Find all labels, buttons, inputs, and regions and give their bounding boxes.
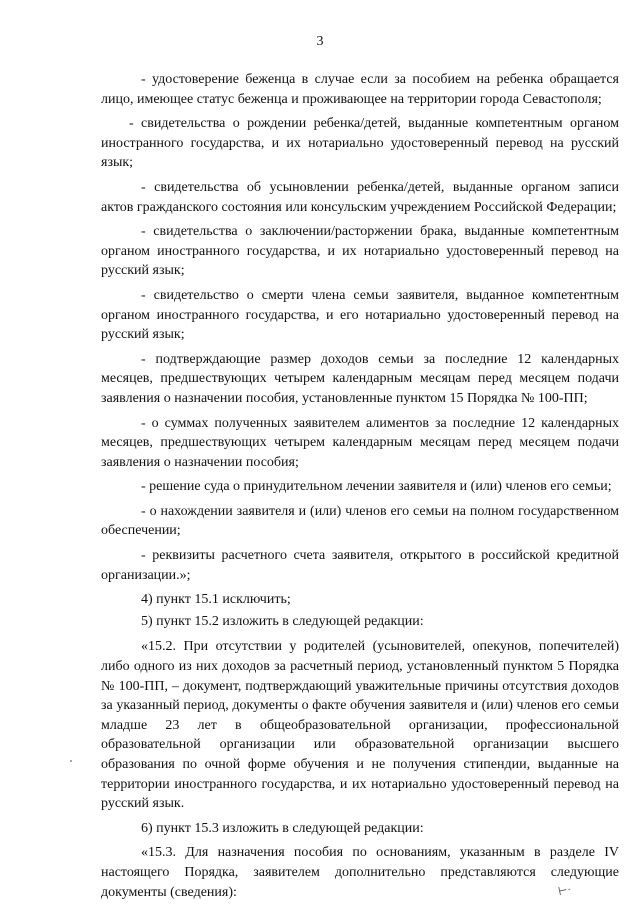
- paragraph-refugee-certificate: - удостоверение беженца в случае если за пособием на ребенка обращается лицо, имеющее статус беженца и проживающее на территории города Севастополя;: [101, 72, 619, 107]
- paragraph-state-support: - о нахождении заявителя и (или) членов его семьи на полном государственном обеспечении;: [101, 503, 619, 539]
- scan-speck: [70, 760, 72, 762]
- paragraph-item-5: 5) пункт 15.2 изложить в следующей редакции:: [141, 613, 424, 629]
- paragraph-court-decision: - решение суда о принудительном лечении заявителя и (или) членов его семьи;: [141, 479, 612, 495]
- paragraph-clause-15-2: «15.2. При отсутствии у родителей (усыновителей, опекунов, попечителей) либо одного из них доходов за расчетный период, установленный пунктом 5 Порядка № 100-ПП, – документ, подтверждающий уважительные причины отсутствия доходов за указанный период, документы о факте обучения заявителя и (или) членов его семьи младше 23 лет в общеобразовательной организации, профессиональной образовательной организации или образовательной организации высшего образования по очной форме обучения и не получения стипендии, выданные на территории иностранного государства, и их нотариально удостоверенный перевод на русский язык.: [101, 639, 619, 812]
- paragraph-item-6: 6) пункт 15.3 изложить в следующей редакции:: [141, 820, 424, 836]
- handwritten-mark: ⊢·: [556, 883, 573, 899]
- page-number: 3: [316, 34, 324, 49]
- paragraph-clause-15-3: «15.3. Для назначения пособия по основаниям, указанным в разделе IV настоящего Порядка, заявителем дополнительно представляются следующие документы (сведения):: [101, 845, 619, 900]
- paragraph-item-4: 4) пункт 15.1 исключить;: [141, 592, 291, 608]
- paragraph-alimony: - о суммах полученных заявителем алиментов за последние 12 календарных месяцев, предшествующих четырем календарным месяцам перед месяцем подачи заявления о назначении пособия;: [101, 415, 619, 470]
- document-body: [101, 70, 619, 907]
- paragraph-adoption-certificates: - свидетельства об усыновлении ребенка/детей, выданные органом записи актов гражданского состояния или консульским учреждением Российской Федерации;: [101, 179, 619, 215]
- paragraph-bank-details: - реквизиты расчетного счета заявителя, открытого в российской кредитной организации.»;: [101, 548, 619, 583]
- paragraph-death-certificate: - свидетельство о смерти члена семьи заявителя, выданное компетентным органом иностранного государства, и его нотариально удостоверенный перевод на русский язык;: [101, 287, 619, 343]
- paragraph-birth-certificates: - свидетельства о рождении ребенка/детей, выданные компетентным органом иностранного государства, и их нотариально удостоверенный перевод на русский язык;: [101, 116, 619, 171]
- paragraph-income-documents: - подтверждающие размер доходов семьи за последние 12 календарных месяцев, предшествующих четырем календарным месяцам перед месяцем подачи заявления о назначении пособия, установленные пунктом 15 Порядка № 100-ПП;: [101, 351, 619, 406]
- paragraph-marriage-certificates: - свидетельства о заключении/расторжении брака, выданные компетентным органом иностранного государства, и их нотариально удостоверенный перевод на русский язык;: [101, 224, 619, 279]
